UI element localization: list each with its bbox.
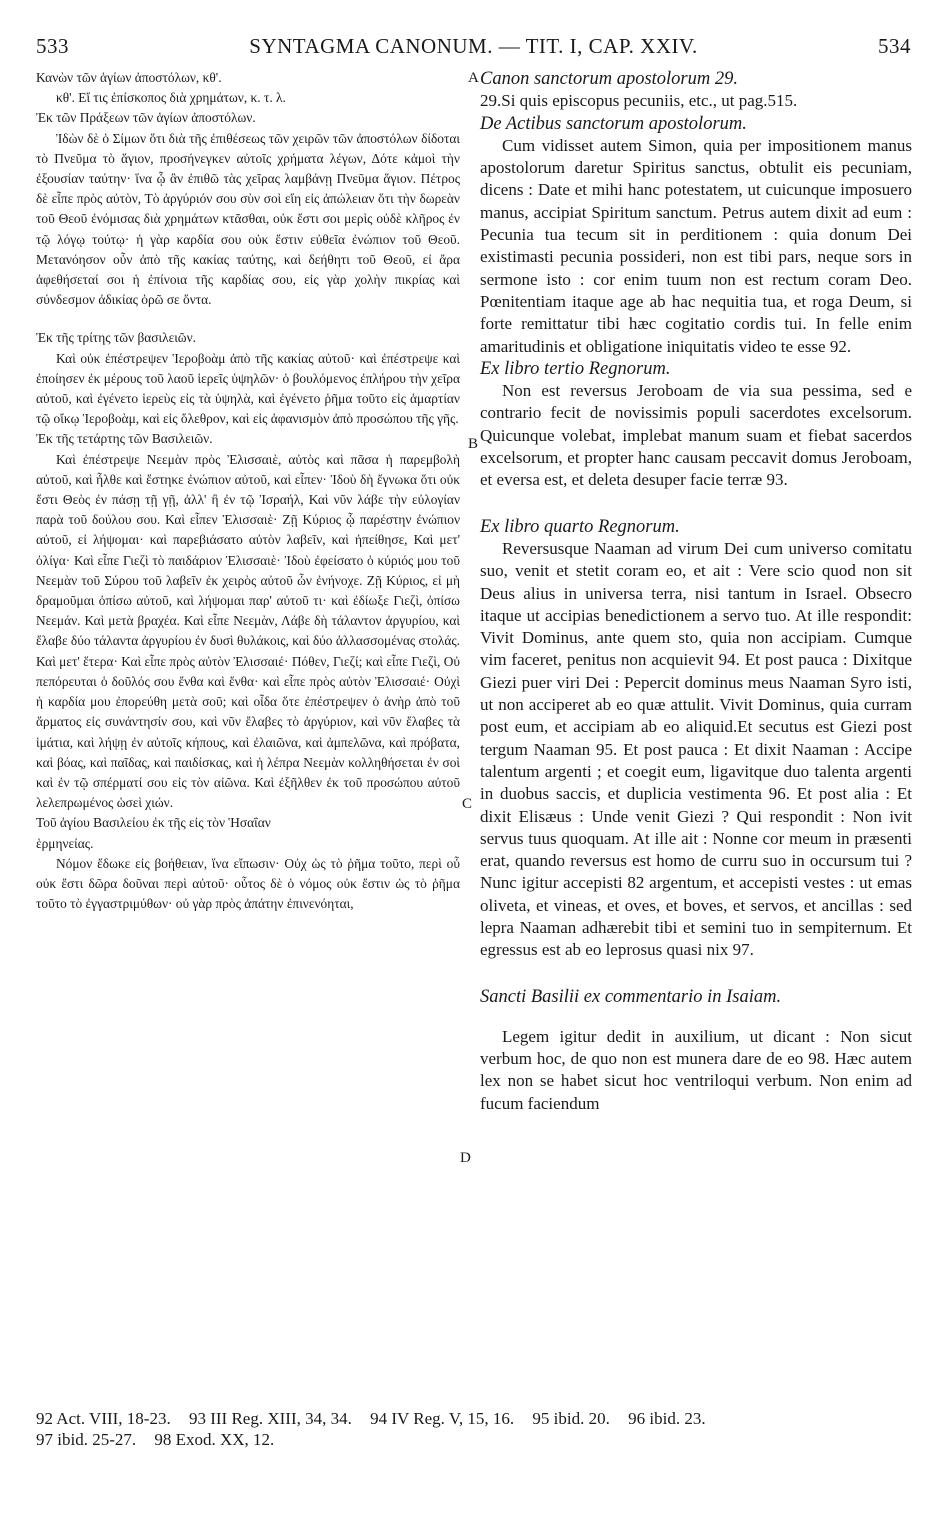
footnote: 98 Exod. XX, 12.: [154, 1430, 275, 1449]
running-header: [36, 30, 911, 64]
page-number-left: 533: [36, 34, 69, 58]
greek-acts-heading: Ἐκ τῶν Πράξεων τῶν ἁγίων ἀποστόλων.: [36, 110, 256, 126]
latin-basil-heading: Sancti Basilii ex commentario in Isaiam.: [480, 986, 782, 1007]
greek-canon-heading: Κανὼν τῶν ἁγίων ἀποστόλων, κθ'.: [36, 70, 222, 85]
margin-letter-a: A: [468, 70, 479, 86]
greek-paragraph-kings3: Καὶ οὐκ ἐπέστρεψεν Ἱεροβοὰμ ἀπὸ τῆς κακίας αὐτοῦ· καὶ ἐπέστρεψε καὶ ἐποίησεν ἐκ μέρους τοῦ λαοῦ ἱερεῖς ὑψηλῶν· ὁ βουλόμενος ἐπλήρου τὴν χεῖρα αὐτοῦ, καὶ ἐγένετο ἱερεὺς εἰς τὰ ὑψηλὰ, καὶ ἐγένετο ῥῆμα τοῦτο εἰς ἁμαρτίαν τῷ οἴκῳ Ἱεροβοὰμ, καὶ εἰς ὄλεθρον, καὶ εἰς ἀφανισμὸν ἀπὸ προσώπου τῆς γῆς.: [36, 350, 460, 427]
latin-paragraph-basil: Legem igitur dedit in auxilium, ut dicant : Non sicut verbum hoc, de quo non est munera dare de eo 98. Hæc autem lex non se habet sicut hoc ventriloqui verbum. Non enim ad fucum faciendum: [480, 1026, 912, 1113]
page-number-right: 534: [878, 34, 911, 58]
greek-kings4-heading: Ἐκ τῆς τετάρτης τῶν Βασιλειῶν.: [36, 431, 213, 447]
greek-paragraph-basil: Νόμον ἔδωκε εἰς βοήθειαν, ἵνα εἴπωσιν· Οὐχ ὡς τὸ ῥῆμα τοῦτο, περὶ οὗ οὐκ ἔστι δῶρα δοῦναι περὶ αὐτοῦ· οὗτος δὲ ὁ νόμος οὐκ ἔστιν ὡς τὸ ῥῆμα τοῦτο τὸ ἐγγαστριμύθων· οὐ γὰρ πρὸς ἀπάτην ἐπινενόηται,: [36, 855, 460, 912]
latin-paragraph-acts: Cum vidisset autem Simon, quia per impositionem manus apostolorum daretur Spiritus sanctus, obtulit eis pecuniam, dicens : Date et mihi hanc potestatem, ut cuicunque imposuero manus, accipiat Spiritum sanctum. Petrus autem dixit ad eum : Pecunia tua tecum sit in perditionem : quia donum Dei existimasti pecunia possideri, non est tibi pars, neque sors in sermone isto : cor enim tuum non est rectum coram Deo. Pœnitentiam itaque age ab hac nequitia tua, et roga Deum, si forte remittatur tibi hæc cogitatio cordis tui. In felle enim amaritudinis et obligatione iniquitatis video te esse 92.: [480, 135, 912, 356]
latin-kings3-heading: Ex libro tertio Regnorum.: [480, 358, 671, 379]
latin-column: [480, 68, 912, 1115]
latin-canon-heading: Canon sanctorum apostolorum 29.: [480, 69, 738, 89]
running-title: SYNTAGMA CANONUM. — TIT. I, CAP. XXIV.: [249, 34, 698, 58]
footnote: 95 ibid. 20.: [532, 1409, 610, 1428]
margin-letter-c: C: [462, 796, 473, 812]
footnote: 94 IV Reg. V, 15, 16.: [370, 1409, 515, 1428]
footnotes: [36, 1408, 911, 1450]
latin-kings4-heading: Ex libro quarto Regnorum.: [480, 516, 680, 537]
latin-canon-line: 29.Si quis episcopus pecuniis, etc., ut pag.515.: [480, 91, 798, 111]
latin-acts-heading: De Actibus sanctorum apostolorum.: [480, 113, 747, 134]
footnote: 93 III Reg. XIII, 34, 34.: [188, 1409, 352, 1428]
margin-letter-d: D: [460, 1150, 471, 1166]
greek-canon-line: κθ'. Εἴ τις ἐπίσκοπος διὰ χρημάτων, κ. τ. λ.: [56, 90, 286, 106]
margin-letter-b: B: [468, 436, 479, 452]
greek-basil-heading-2: ἑρμηνείας.: [36, 835, 94, 851]
greek-paragraph-kings4: Καὶ ἐπέστρεψε Νεεμὰν πρὸς Ἐλισσαιὲ, αὐτὸς καὶ πᾶσα ἡ παρεμβολὴ αὐτοῦ, καὶ ἦλθε καὶ ἔστηκε ἐνώπιον αὐτοῦ, καὶ εἶπεν· Ἰδοὺ δὴ ἔγνωκα ὅτι οὐκ ἔστι Θεὸς ἐν πάσῃ τῇ γῇ, ἀλλ' ἢ ἐν τῷ Ἰσραήλ, Καὶ νῦν λάβε τὴν εὐλογίαν παρὰ τοῦ δούλου σου. Καὶ εἶπεν Ἐλισσαιὲ· Ζῇ Κύριος ᾧ παρέστην ἐνώπιον αὐτοῦ, εἰ λήψομαι· καὶ παρεβιάσατο αὐτὸν λαβεῖν, καὶ ἠπείθησε, Καὶ μετ' ὀλίγα· Καὶ εἶπε Γιεζὶ τὸ παιδάριον Ἐλισσαιὲ· Ἰδοὺ ἐφείσατο ὁ κύριός μου τοῦ Νεεμὰν τοῦ Σύρου τοῦ λαβεῖν ἐκ χειρὸς αὐτοῦ ὧν ἐνήνοχε. Ζῇ Κύριος, εἰ μὴ δραμοῦμαι ὀπίσω αὐτοῦ, καὶ λήψομαι παρ' αὐτοῦ τι· καὶ ἐδίωξε Γιεζὶ, ὀπίσω Νεεμάν. Καὶ μετὰ βραχέα. Καὶ εἶπε Νεεμὰν, Λάβε δὴ τάλαντον ἀργυρίου, καὶ ἔλαβε δύο τάλαντα ἀργυρίου ἐν δυσὶ θυλάκοις, καὶ δύο ἀλλασσομένας στολάς. Καὶ μετ' ἕτερα· Καὶ εἶπε πρὸς αὐτὸν Ἐλισσαιέ· Πόθεν, Γιεζί; καὶ εἶπε Γιεζὶ, Οὐ πεπόρευται ὁ δοῦλός σου ἔνθα καὶ ἔνθα· καὶ εἶπε πρὸς αὐτὸν Ἐλισσαιέ· Οὐχὶ ἡ καρδία μου ἐπορεύθη μετὰ σοῦ; καὶ οἶδα ὅτε ἐπέστρεψεν ὁ ἀνὴρ ἀπὸ τοῦ ἅρματος εἰς συνάντησίν σου, καὶ νῦν ἔλαβες τὸ ἀργύριον, καὶ νῦν ἔλαβες τὰ ἱμάτια, καὶ λήψῃ ἐν αὐτοῖς κήπους, καὶ ἐλαιῶνα, καὶ ἀμπελῶνα, καὶ πρόβατα, καὶ βόας, καὶ παῖδας, καὶ παιδίσκας, καὶ ἡ λέπρα Νεεμὰν κολληθήσεται ἐν σοὶ καὶ ἐν τῷ σπέρματί σου εἰς τὸν αἰῶνα. Καὶ ἐξῆλθεν ἐκ τοῦ προσώπου αὐτοῦ λελεπρωμένος ὡσεὶ χιών.: [36, 451, 460, 811]
greek-basil-heading: Τοῦ ἁγίου Βασιλείου ἐκ τῆς εἰς τὸν Ἡσαΐαν: [36, 815, 271, 831]
footnote: 97 ibid. 25-27.: [36, 1430, 137, 1449]
greek-column: [36, 68, 460, 914]
greek-paragraph-acts: Ἰδὼν δὲ ὁ Σίμων ὅτι διὰ τῆς ἐπιθέσεως τῶν χειρῶν τῶν ἀποστόλων δίδοται τὸ Πνεῦμα τὸ ἅγιον, προσήνεγκεν αὐτοῖς χρήματα λέγων, Δότε κἀμοὶ τὴν ἐξουσίαν ταύτην· ἵνα ᾧ ἂν ἐπιθῶ τὰς χεῖρας λαμβάνῃ Πνεῦμα ἅγιον. Πέτρος δὲ εἶπε πρὸς αὐτὸν, Τὸ ἀργύριόν σου σὺν σοὶ εἴη εἰς ἀπώλειαν ὅτι τὴν δωρεὰν τοῦ Θεοῦ ἐνόμισας διὰ χρημάτων κτᾶσθαι, οὐκ ἔστι σοι μερὶς οὐδὲ κλῆρος ἐν τῷ λόγῳ τούτῳ· ἡ γὰρ καρδία σου οὐκ ἔστιν εὐθεῖα ἐνώπιον τοῦ Θεοῦ. Μετανόησον οὖν ἀπὸ τῆς κακίας ταύτης, καὶ δεήθητι τοῦ Θεοῦ, εἰ ἄρα ἀφεθήσεταί σοι ἡ ἐπίνοια τῆς καρδίας σου, εἰς γὰρ χολὴν πικρίας καὶ σύνδεσμον ἀδικίας ὁρῶ σε ὄντα.: [36, 130, 460, 308]
latin-paragraph-kings3: Non est reversus Jeroboam de via sua pessima, sed e contrario fecit de novissimis populi sacerdotes excelsorum. Quicunque volebat, implebat manum suam et fiebat sacerdos excelsorum, et propter hanc causam peccavit domus Jeroboam, et eversa est, et deleta desuper facie terræ 93.: [480, 381, 912, 490]
footnote: 96 ibid. 23.: [628, 1409, 706, 1428]
footnote: 92 Act. VIII, 18-23.: [36, 1409, 171, 1428]
latin-paragraph-kings4: Reversusque Naaman ad virum Dei cum universo comitatu suo, venit et stetit coram eo, et ait : Vere scio quod non sit Deus alius in universa terra, nisi tantum in Israel. Obsecro itaque ut accipias benedictionem a servo tuo. At ille respondit: Vivit Dominus, ante quem sto, quia non accipiam. Cumque vim faceret, penitus non acquievit 94. Et post pauca : Dixitque Giezi puer viri Dei : Pepercit dominus meus Naaman Syro isti, ut non acciperet ab eo quæ attulit. Vivit Dominus, quia curram post eum, et accipiam ab eo aliquid.Et secutus est Giezi post tergum Naaman 95. Et post pauca : Et dixit Naaman : Accipe talentum argenti ; et coegit eum, ligavitque duo talenta argenti in duobus saccis, et duplicia vestimenta 96. Et post alia : Et dixit Elisæus : Unde venit Giezi ? Qui respondit : Non ivit servus tuus quoquam. At ille ait : Nonne cor meum in præsenti erat, quando reversus est homo de curru suo in occursum tui ? Nunc igitur accepisti 82 argentum, et accepisti vestes : ut emas oliveta, et vineas, et oves, et boves, et servos, et ancillas : sed lepra Naaman adhærebit tibi et semini tuo in sempiternum. Et egressus est ab eo leprosus quasi nix 97.: [480, 538, 912, 960]
greek-kings3-heading: Ἐκ τῆς τρίτης τῶν βασιλειῶν.: [36, 330, 197, 346]
